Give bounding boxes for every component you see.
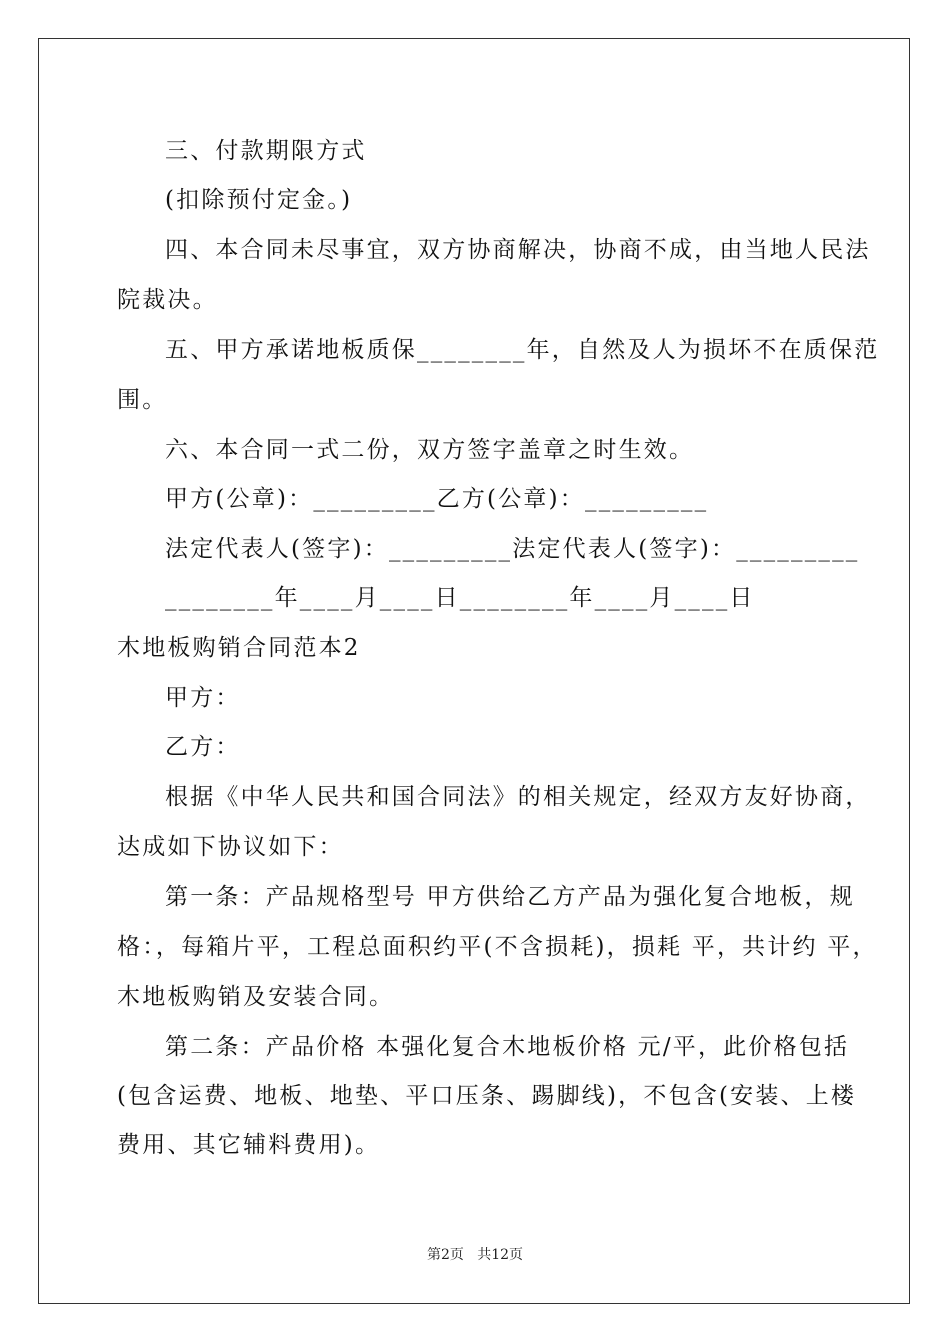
document-section-title: 木地板购销合同范本2 [117,635,361,661]
paragraph-line: 围。 [117,387,168,413]
paragraph-line: 五、甲方承诺地板质保________年，自然及人为损坏不在质保范 [165,337,880,363]
section-heading-payment: 三、付款期限方式 [165,138,367,164]
paragraph-line: 院裁决。 [117,287,218,313]
paragraph-line: 费用、其它辅料费用)。 [117,1132,381,1158]
article-two-line: 第二条：产品价格 本强化复合木地板价格 元/平，此价格包括 [165,1034,850,1060]
paragraph-line: 格：，每箱片平，工程总面积约平(不含损耗)，损耗 平，共计约 平， [117,934,878,960]
signature-line-representative: 法定代表人(签字)：_________法定代表人(签字)：_________ [165,536,860,562]
paragraph-line: 四、本合同未尽事宜，双方协商解决，协商不成，由当地人民法 [165,237,871,263]
party-b-label: 乙方： [165,734,241,760]
paragraph-line: (扣除预付定金。) [165,187,353,213]
paragraph-line: 达成如下协议如下： [117,834,344,860]
paragraph-line: (包含运费、地板、地垫、平口压条、踢脚线)，不包含(安装、上楼 [117,1083,857,1109]
signature-line-seal: 甲方(公章)：_________乙方(公章)：_________ [165,486,709,512]
page-frame [38,38,910,1304]
paragraph-line: 六、本合同一式二份，双方签字盖章之时生效。 [165,437,695,463]
article-one-line: 第一条：产品规格型号 甲方供给乙方产品为强化复合地板，规 [165,884,855,910]
date-line: ________年____月____日________年____月____日 [165,585,755,611]
paragraph-line: 根据《中华人民共和国合同法》的相关规定，经双方友好协商， [165,784,871,810]
page-number-footer: 第2页 共12页 [426,1247,524,1263]
party-a-label: 甲方： [165,685,241,711]
paragraph-line: 木地板购销及安装合同。 [117,984,395,1010]
